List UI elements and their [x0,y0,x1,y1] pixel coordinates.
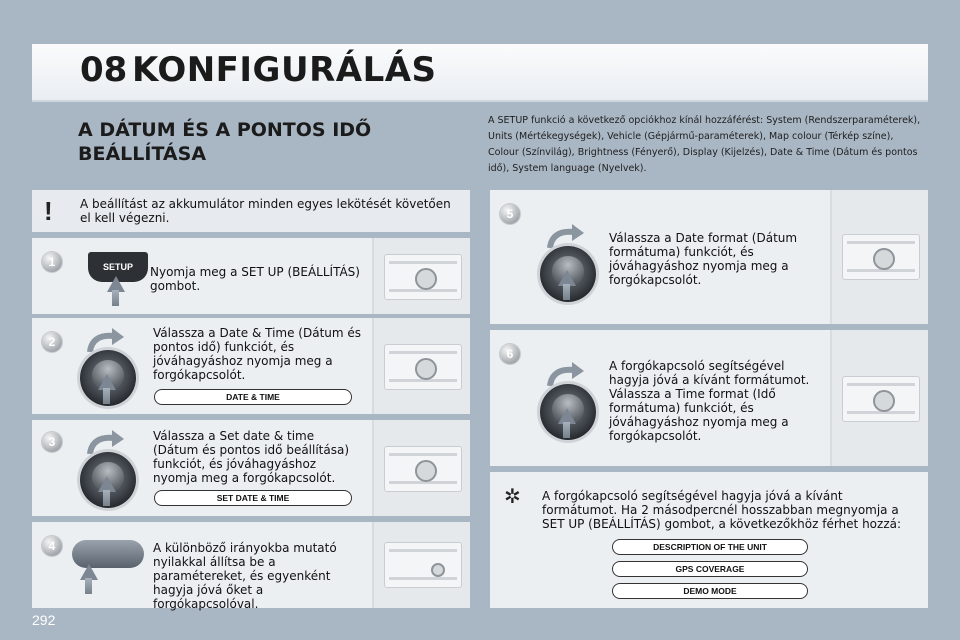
option-demo-mode: DEMO MODE [612,583,808,599]
step-number: 2 [42,332,62,352]
section-title: A DÁTUM ÉS A PONTOS IDŐ BEÁLLÍTÁSA [78,119,372,165]
option-gps-coverage: GPS COVERAGE [612,561,808,577]
chapter-number: 08 [80,50,128,90]
menu-option-pill: DATE & TIME [154,389,352,405]
option-description-of-the-unit: DESCRIPTION OF THE UNIT [612,539,808,555]
radio-unit-image [830,330,928,466]
intro-text: A SETUP funkció a következő opciókhoz kínál hozzáférést: System (Rendszerparaméterek), Units (Mértékegységek), Vehicle (Gépjármű-paraméterek), Map colour (Térkép színe), Colour (Színvilág), Brightness (Fényerő), Display (Kijelzés), Date & Time (Dátum és pontos idő), System language (Nyelvek). [488,115,921,174]
press-arrow-stem [85,578,92,594]
step-number: 4 [42,536,62,556]
top-strip [0,0,960,42]
press-arrow-stem [112,290,119,306]
step-4-text: A különböző irányokba mutató nyilakkal állítsa be a paramétereket, és egyenként hagyja jóvá őket a forgókapcsolóval. [153,541,337,611]
step-1-text: Nyomja meg a SET UP (BEÁLLÍTÁS) gombot. [150,265,360,293]
exclamation-icon: ! [44,196,53,226]
step-number: 6 [500,344,520,364]
radio-unit-image [372,522,470,608]
press-arrow-stem [103,388,110,404]
radio-unit-image [372,420,470,516]
radio-unit-image [372,238,470,314]
tip-text: A forgókapcsoló segítségével hagyja jóvá a kívánt formátumot. Ha 2 másodpercnél hosszabban megnyomja a SET UP (BEÁLLÍTÁS) gombot, a következőkhöz férhet hozzá: [542,489,902,531]
warning-text: A beállítást az akkumulátor minden egyes lekötését követően el kell végezni. [80,197,451,225]
radio-unit-image [830,190,928,324]
step-3-text: Válassza a Set date & time (Dátum és pontos idő beállítása) funkciót, és jóváhagyáshoz nyomja meg a forgókapcsolót. [153,429,350,485]
step-number: 1 [42,252,62,272]
page-number: 292 [32,612,56,628]
step-6-text: A forgókapcsoló segítségével hagyja jóvá a kívánt formátumot. Válassza a Time format (Idő formátuma) funkciót, és jóváhagyáshoz nyomja meg a forgókapcsolót. [609,359,810,443]
step-5-text: Válassza a Date format (Dátum formátuma) funkciót, és jóváhagyáshoz nyomja meg a forgókapcsolót. [609,231,798,287]
press-arrow-stem [103,490,110,506]
press-arrow-stem [563,422,570,438]
radio-unit-image [372,318,470,414]
tip-sun-icon: ✲ [504,486,521,508]
menu-option-pill: SET DATE & TIME [154,490,352,506]
chapter-title: KONFIGURÁLÁS [132,50,437,90]
setup-key-icon: SETUP [88,252,148,282]
press-arrow-stem [563,284,570,300]
step-number: 3 [42,432,62,452]
step-2-text: Válassza a Date & Time (Dátum és pontos idő) funkciót, és jóváhagyáshoz nyomja meg a forgókapcsolót. [153,326,362,382]
step-number: 5 [500,204,520,224]
